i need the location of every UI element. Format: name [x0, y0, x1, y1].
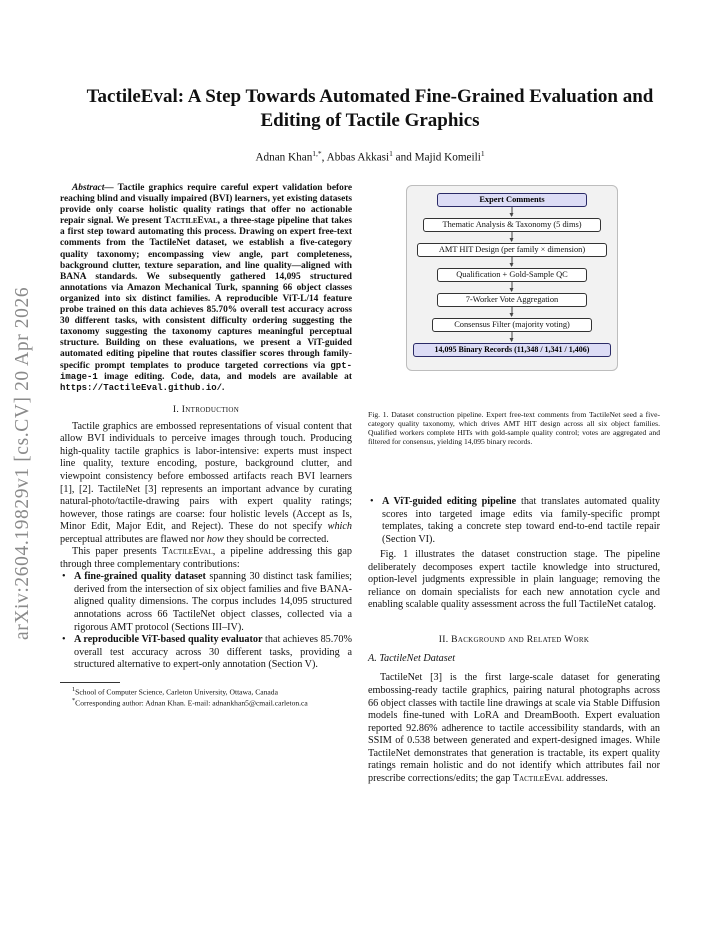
pipeline-arrow: [512, 257, 513, 266]
abstract-text: image editing. Code, data, and models are available at: [97, 371, 352, 382]
section-title: Introduction: [181, 403, 240, 415]
abstract-text: .: [222, 382, 225, 393]
author-affiliation-mark: 1,*: [312, 149, 322, 158]
paragraph-text: perceptual attributes are flawed nor: [60, 533, 207, 545]
emphasis: how: [206, 533, 224, 545]
author-separator: ,: [321, 151, 327, 164]
pipeline-node-amt-hit-design: AMT HIT Design (per family × dimension): [417, 243, 607, 257]
footnote-mark: *: [72, 697, 76, 705]
list-item: [60, 634, 352, 672]
section-heading-background: [368, 634, 660, 645]
section-title: Background and Related Work: [451, 633, 590, 645]
tactileeval-name: TactileEval: [161, 546, 213, 558]
pipeline-arrow: [512, 332, 513, 341]
section-number: I.: [172, 403, 182, 415]
pipeline-arrow: [512, 207, 513, 216]
tactileeval-name: TactileEval: [512, 772, 564, 784]
contribution-text: that achieves 85.70% overall test accuracy across 30 different tasks, providing a structured alternative to expert-only annotation (Section V).: [74, 634, 352, 671]
left-column: [60, 183, 352, 708]
list-item: [368, 496, 660, 546]
arxiv-sidebar-stamp: arXiv:2604.19829v1 [cs.CV] 20 Apr 2026: [12, 286, 33, 640]
author-name: Adnan Khan: [255, 151, 313, 164]
author-name: Majid Komeili: [414, 151, 481, 164]
contribution-title: A ViT-guided editing pipeline: [382, 496, 517, 507]
bullet-mark: •: [62, 634, 66, 646]
pipeline-node-binary-records: 14,095 Binary Records (11,348 / 1,341 / 1,406): [413, 343, 611, 357]
pipeline-node-expert-comments: Expert Comments: [437, 193, 587, 207]
abstract-text: Tactile graphics require careful expert validation before reaching blind and visually impaired (BVI) learners, yet existing datasets provide only coarse holistic quality ratings that offer no actionable repair signal. We present: [60, 183, 352, 227]
footnote-text: Corresponding author: Adnan Khan. E-mail: adnankhan5@cmail.carleton.ca: [75, 698, 308, 708]
paper-title: TactileEval: A Step Towards Automated Fine-Grained Evaluation and Editing of Tactile Graphics: [86, 86, 654, 131]
intro-paragraph-2: [60, 546, 352, 571]
author-name: Abbas Akkasi: [326, 151, 390, 164]
list-item: [60, 571, 352, 634]
contribution-title: A fine-grained quality dataset: [74, 571, 206, 583]
pipeline-node-thematic-analysis: Thematic Analysis & Taxonomy (5 dims): [423, 218, 601, 232]
author-list: [60, 149, 680, 164]
pipeline-arrow: [512, 282, 513, 291]
contribution-text: that translates automated quality scores into targeted image edits via family-specific prompt templates, taking a concrete step toward end-to-end tactile repair (Section VI).: [382, 496, 660, 545]
author-affiliation-mark: 1: [389, 149, 393, 158]
pipeline-arrow: [512, 307, 513, 316]
bullet-mark: •: [370, 496, 374, 507]
paragraph-text: This paper presents: [72, 546, 162, 558]
tactileeval-name: TactileEval: [164, 216, 218, 227]
figure-1-pipeline-diagram: [406, 185, 618, 371]
paragraph-text: Tactile graphics are embossed representations of visual content that allow BVI individuals to perceive images through touch. Producing high-quality tactile graphics is labor-intensive: experts must inspect line quality, texture encoding, posture, background clutter, and viewpoint consistency before embossed artifacts reach BVI learners [1], [2]. TactileNet [3] represents an important advance by curating natural-photo/tactile-drawing pairs with expert quality ratings; however, those ratings are coarse: four holistic levels (Accept as Is, Minor Edit, Major Edit, and Reject). These do not specify: [60, 420, 352, 533]
contribution-text: spanning 30 distinct task families; derived from the intersection of six object families and five BANA-aligned quality dimensions. The corpus includes 14,095 structured annotations across 66 TactileNet object classes, collected via a rigorous AMT protocol (Sections III–IV).: [74, 571, 352, 633]
abstract-label: Abstract: [72, 183, 105, 193]
emphasis: which: [327, 521, 352, 533]
author-separator: and: [392, 151, 415, 164]
contribution-list: [368, 496, 660, 546]
intro-paragraph-1: [60, 421, 352, 546]
paragraph-text: addresses.: [563, 772, 608, 784]
paragraph-text: TactileNet [3] is the first large-scale dataset for generating embossing-ready tactile graphics, pairing natural photographs across 66 object classes with tactile line drawings at scale via Stable Diffusion models fine-tuned with LoRA and DreamBooth. Expert evaluation reported 92.86% adherence to tactile accessibility standards, with an SSIM of 0.538 between generated and expert-designed images. While TactileNet demonstrates that generation is tractable, its expert quality ratings remain holistic and do not identify which attributes fail nor prescribe corrections/edits; the gap: [368, 672, 660, 784]
model-name: gpt-image-1: [60, 360, 352, 382]
footnote-text: School of Computer Science, Carleton University, Ottawa, Canada: [75, 687, 278, 697]
abstract-text: , a three-stage pipeline that takes a first step toward automating this process. Drawing on expert free-text comments from the TactileNet dataset, we establish a five-category quality taxonomy; encompassing view angle, part completeness, background clutter, texture separation, and line quality—aligned with BANA standards. We subsequently gathered 14,095 structured annotations via Amazon Mechanical Turk, spanning 66 object classes organized into six distinct families. A reproducible ViT-L/14 feature probe trained on this data achieves 85.70% overall test accuracy across 30 different tasks, with consistent difficulty ordering suggesting the taxonomy suggesting the taxonomy captures meaningful perceptual structure. Building on these evaluations, we present a ViT-guided automated editing pipeline that routes classifier scores through family-specific prompt templates to produce targeted corrections via: [60, 216, 352, 371]
contribution-list: [60, 571, 352, 671]
project-url[interactable]: https://TactileEval.github.io/: [60, 382, 223, 393]
pipeline-node-consensus-filter: Consensus Filter (majority voting): [432, 318, 592, 332]
footnote-mark: 1: [72, 685, 76, 693]
paragraph-text: , a pipeline addressing this gap through three complementary contributions:: [60, 546, 352, 570]
pipeline-node-vote-aggregation: 7-Worker Vote Aggregation: [437, 293, 587, 307]
section-number: II.: [438, 633, 452, 645]
abstract: [60, 183, 352, 394]
pipeline-node-qualification: Qualification + Gold-Sample QC: [437, 268, 587, 282]
tactilenet-paragraph: [368, 672, 660, 785]
abstract-dash: —: [104, 183, 114, 193]
paragraph-text: they should be corrected.: [223, 533, 329, 545]
contribution-title: A reproducible ViT-based quality evaluator: [74, 634, 263, 646]
figure-1-caption: Fig. 1. Dataset construction pipeline. Expert free-text comments from TactileNet seed a five-category quality taxonomy, which drives AMT HIT design across all six object families. Qualified workers complete HITs with gold-sample quality control; votes are aggregated and filtered for consensus, yielding 14,095 binary records.: [368, 410, 660, 447]
figure-reference-paragraph: Fig. 1 illustrates the dataset construction stage. The pipeline deliberately decomposes expert tactile knowledge into structured, option-level judgments expressible in plain language; removing the reliance on domain specialists for each new annotation cycle and enabling scalable quality assessment across the full TactileNet catalog.: [368, 549, 660, 611]
author-affiliation-mark: 1: [480, 149, 485, 158]
footnote-rule: [60, 682, 120, 683]
right-column: [368, 496, 660, 785]
pipeline-arrow: [512, 232, 513, 241]
section-heading-introduction: [60, 404, 352, 415]
footnotes: [60, 682, 352, 708]
bullet-mark: •: [62, 571, 66, 583]
footnote-affiliation: [60, 685, 352, 697]
footnote-corresponding: [60, 696, 352, 708]
subsection-heading-tactilenet: A. TactileNet Dataset: [368, 652, 456, 664]
